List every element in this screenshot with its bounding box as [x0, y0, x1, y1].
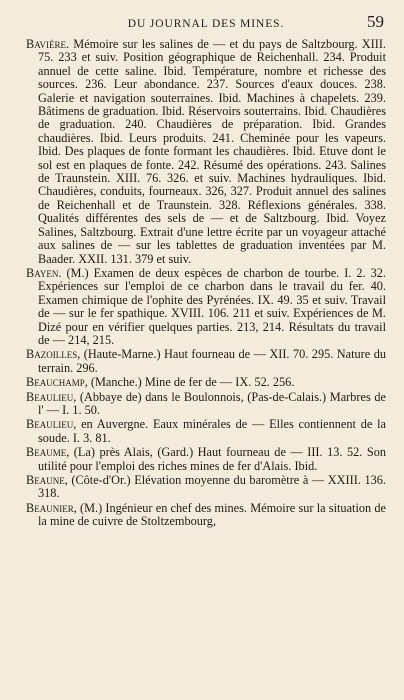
entry-heading: Bazoilles, [26, 347, 81, 362]
running-title: DU JOURNAL DES MINES. [127, 18, 285, 30]
entry-heading: Beaulieu, [26, 389, 77, 404]
entry-heading: Beauchamp, [26, 375, 88, 390]
entry-text: Mémoire sur les salines de — et du pays de Saltzbourg. XIII. 75. 233 et suiv. Position géographique de Reichenhall. 234. Produit annuel de cette saline. Ibid. Température, nombre et richesse des sources. 236. Leur abondance. 237. Sources d'eaux douces. 238. Galerie et navigation souterraines. Ibid. Machines à chapelets. 239. Bâtimens de graduation. Ibid. Réservoirs souterrains. Ibid. Chaudières de graduation. 240. Chaudières de préparation. Ibid. Grandes chaudières. Ibid. Leurs produits. 241. Cheminée pour les vapeurs. Ibid. Des plaques de fonte formant les chaudières. Ibid. Etuve dont le sol est en plaques de fonte. 242. Résumé des opérations. 243. Salines de Traunstein. XIII. 76. 326. et suiv. Machines hydrauliques. Ibid. Chaudières, conduits, fourneaux. 326, 327. Produit annuel des salines de Reichenhall et de Traunstein. 328. Réflexions générales. 338. Qualités différentes des sels de — et de Saltzbourg. Ibid. Voyez Salines, Saltzbourg. Extrait d'une lettre écrite par un voyageur attaché aux salines de — sur les tablettes de graduation inventées par M. Baader. XXII. 131. 379 et suiv. [38, 37, 386, 266]
entry-text: (M.) Examen de deux espèces de charbon de tourbe. I. 2. 32. Expériences sur l'emploi de ce charbon dans le travail du fer. 40. Examen chimique de l'ophite des Pyrénées. IX. 49. 35 et suiv. Travail de — sur le fer spathique. XVIII. 106. 211 et suiv. Expériences de M. Dizé pour en vérifier quelques parties. 213, 214. Résultats du travail de — 214, 215. [38, 265, 386, 347]
entry-text: en Auvergne. Eaux minérales de — Elles contiennent de la soude. I. 3. 81. [38, 417, 386, 445]
index-entries [26, 38, 386, 529]
entry-heading: Bayen. [26, 265, 62, 280]
entry-text: (La) près Alais, (Gard.) Haut fourneau de — III. 13. 52. Son utilité pour l'emploi des riches mines de fer d'Alais. Ibid. [38, 445, 386, 473]
index-entry [26, 376, 386, 389]
index-entry [26, 418, 386, 445]
entry-text: (Abbaye de) dans le Boulonnois, (Pas-de-Calais.) Marbres de l' — I. 1. 50. [38, 389, 386, 417]
entry-text: (Manche.) Mine de fer de — IX. 52. 256. [87, 375, 295, 390]
index-entry [26, 502, 386, 529]
index-entry [26, 474, 386, 501]
entry-text: (Haute-Marne.) Haut fourneau de — XII. 70. 295. Nature du terrain. 296. [38, 347, 386, 375]
entry-text: (Côte-d'Or.) Elévation moyenne du baromètre à — XXIII. 136. 318. [38, 473, 386, 501]
page-header [26, 8, 386, 36]
index-entry [26, 391, 386, 418]
entry-heading: Beaume, [26, 445, 70, 460]
entry-heading: Beaune, [26, 473, 68, 487]
index-entry [26, 38, 386, 266]
index-entry [26, 348, 386, 375]
entry-heading: Bavière. [26, 37, 70, 51]
index-entry [26, 446, 386, 473]
page-number: 59 [367, 12, 384, 31]
entry-heading: Beaunier, [26, 500, 77, 515]
index-entry [26, 267, 386, 347]
entry-text: (M.) Ingénieur en chef des mines. Mémoire sur la situation de la mine de cuivre de Stoltzembourg, [38, 500, 386, 529]
entry-heading: Beaulieu, [26, 417, 77, 432]
